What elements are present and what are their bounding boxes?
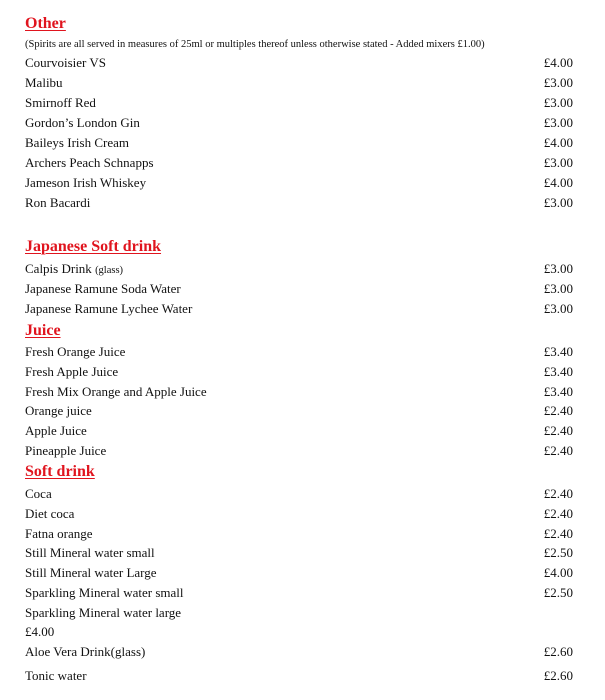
item-name: Ron Bacardi xyxy=(25,195,91,210)
menu-item xyxy=(25,194,575,212)
item-price: £2.40 xyxy=(543,486,573,501)
item-price: £3.00 xyxy=(543,281,573,296)
menu-item xyxy=(25,485,575,503)
menu-item xyxy=(25,260,575,278)
menu-item xyxy=(25,667,575,685)
item-price: £4.00 xyxy=(543,135,573,150)
menu-item xyxy=(25,402,575,420)
menu-item xyxy=(25,114,575,132)
item-name: Japanese Ramune Lychee Water xyxy=(25,301,193,316)
item-name: Fresh Orange Juice xyxy=(25,344,126,359)
item-price: £3.00 xyxy=(543,301,573,316)
menu-item xyxy=(25,525,575,543)
menu-item xyxy=(25,383,575,401)
menu-item xyxy=(25,363,575,381)
item-name: Baileys Irish Cream xyxy=(25,135,129,150)
item-name: Diet coca xyxy=(25,506,75,521)
menu-item xyxy=(25,174,575,192)
item-name: Pineapple Juice xyxy=(25,443,107,458)
item-name: Japanese Ramune Soda Water xyxy=(25,281,181,296)
menu-item xyxy=(25,74,575,92)
item-price: £2.40 xyxy=(543,443,573,458)
item-name: Fresh Apple Juice xyxy=(25,364,119,379)
item-price: £3.00 xyxy=(543,95,573,110)
item-name: Fresh Mix Orange and Apple Juice xyxy=(25,384,207,399)
item-name: Tonic water xyxy=(25,668,87,683)
menu-item xyxy=(25,564,575,582)
item-name: Still Mineral water Large xyxy=(25,565,157,580)
item-price: £2.40 xyxy=(543,526,573,541)
item-name: Smirnoff Red xyxy=(25,95,96,110)
item-name: Gordon’s London Gin xyxy=(25,115,140,130)
item-name xyxy=(25,260,123,280)
menu-item xyxy=(25,604,575,622)
item-price: £3.40 xyxy=(543,364,573,379)
menu-item xyxy=(25,134,575,152)
item-price: £3.00 xyxy=(543,261,573,276)
item-name: Apple Juice xyxy=(25,423,87,438)
section-heading-other: Other xyxy=(25,15,66,32)
item-price: £3.00 xyxy=(543,155,573,170)
item-price: £2.40 xyxy=(543,403,573,418)
item-price: £4.00 xyxy=(543,175,573,190)
menu-item xyxy=(25,154,575,172)
section-heading-japanese-soft-drink: Japanese Soft drink xyxy=(25,238,162,255)
item-name: Coca xyxy=(25,486,52,501)
wrapped-item-price: £4.00 xyxy=(25,624,55,639)
item-price: £3.40 xyxy=(543,384,573,399)
item-name: Orange juice xyxy=(25,403,92,418)
menu-item xyxy=(25,343,575,361)
item-price: £4.00 xyxy=(543,55,573,70)
menu-item xyxy=(25,442,575,460)
item-price: £2.50 xyxy=(543,545,573,560)
menu-item xyxy=(25,505,575,523)
item-price: £2.60 xyxy=(543,668,573,683)
item-price: £3.00 xyxy=(543,115,573,130)
item-name: Malibu xyxy=(25,75,63,90)
item-name: Sparkling Mineral water small xyxy=(25,585,184,600)
menu-item xyxy=(25,422,575,440)
menu-item xyxy=(25,94,575,112)
item-price: £2.50 xyxy=(543,585,573,600)
item-name: Courvoisier VS xyxy=(25,55,107,70)
item-price: £3.00 xyxy=(543,75,573,90)
item-price: £2.60 xyxy=(543,644,573,659)
item-name: Sparkling Mineral water large xyxy=(25,605,182,620)
menu-item xyxy=(25,544,575,562)
item-name-suffix: (glass) xyxy=(95,265,124,276)
item-price: £4.00 xyxy=(543,565,573,580)
spirits-note: (Spirits are all served in measures of 25ml or multiples thereof unless otherwise stated - Added mixers £1.00) xyxy=(25,39,485,50)
item-price: £3.40 xyxy=(543,344,573,359)
menu-item xyxy=(25,54,575,72)
item-name: Jameson Irish Whiskey xyxy=(25,175,147,190)
item-price: £2.40 xyxy=(543,506,573,521)
menu-item xyxy=(25,584,575,602)
item-price: £2.40 xyxy=(543,423,573,438)
item-name: Still Mineral water small xyxy=(25,545,155,560)
item-name: Aloe Vera Drink(glass) xyxy=(25,644,146,659)
menu-item xyxy=(25,643,575,661)
item-name-text: Calpis Drink xyxy=(25,261,96,276)
section-heading-juice: Juice xyxy=(25,322,61,339)
menu-item xyxy=(25,300,575,318)
section-heading-soft-drink: Soft drink xyxy=(25,463,95,480)
item-name: Fatna orange xyxy=(25,526,93,541)
menu-item xyxy=(25,280,575,298)
item-name: Archers Peach Schnapps xyxy=(25,155,154,170)
item-price: £3.00 xyxy=(543,195,573,210)
